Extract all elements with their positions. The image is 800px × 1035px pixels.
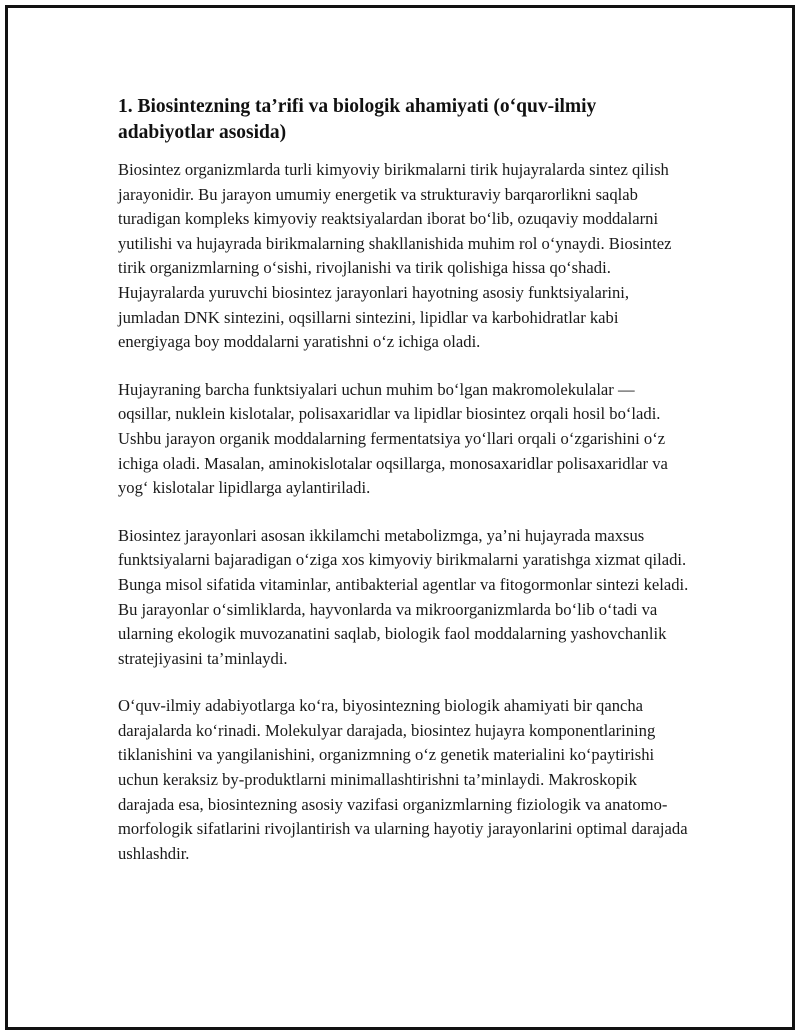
paragraph-3: Biosintez jarayonlari asosan ikkilamchi metabolizmga, ya’ni hujayrada maxsus funktsiyalarni bajaradigan o‘ziga xos kimyoviy birikmalarni yaratishga xizmat qiladi. Bunga misol sifatida vitaminlar, antibakterial agentlar va fitogormonlar sintezi keladi. Bu jarayonlar o‘simliklarda, hayvonlarda va mikroorganizmlarda bo‘lib o‘tadi va ularning ekologik muvozanatini saqlab, biologik faol moddalarning yashovchanlik stratejiyasini ta’minlaydi. xyxy=(118,525,689,668)
section-heading: 1. Biosintezning ta’rifi va biologik ahamiyati (o‘quv-ilmiy adabiyotlar asosida) xyxy=(118,96,597,143)
paragraph-4: O‘quv-ilmiy adabiyotlarga ko‘ra, biyosintezning biologik ahamiyati bir qancha darajalarda ko‘rinadi. Molekulyar darajada, biosintez hujayra komponentlarining tiklanishini va yangilanishini, organizmning o‘z genetik materialini ko‘paytirishi uchun keraksiz by-produktlarni minimallashtirishni ta’minlaydi. Makroskopik darajada esa, biosintezning asosiy vazifasi organizmlarning fiziologik va anatomo-morfologik sifatlarini rivojlantirish va ularning hayotiy jarayonlarini optimal darajada ushlashdir. xyxy=(118,696,688,863)
document-body xyxy=(118,94,690,889)
paragraph-1: Biosintez organizmlarda turli kimyoviy birikmalarni tirik hujayralarda sintez qilish jarayonidir. Bu jarayon umumiy energetik va strukturaviy barqarorlikni saqlab turadigan kompleks kimyoviy reaktsiyalardan iborat bo‘lib, ozuqaviy moddalarni yutilishi va hujayrada birikmalarning shakllanishida muhim rol o‘ynaydi. Biosintez tirik organizmlarning o‘sishi, rivojlanishi va tirik qolishiga hissa qo‘shadi. Hujayralarda yuruvchi biosintez jarayonlari hayotning asosiy funktsiyalarini, jumladan DNK sintezini, oqsillarni sintezini, lipidlar va karbohidratlar kabi energiyaga boy moddalarni yaratishni o‘z ichiga oladi. xyxy=(118,160,672,352)
paragraph-2: Hujayraning barcha funktsiyalari uchun muhim bo‘lgan makromolekulalar — oqsillar, nuklein kislotalar, polisaxaridlar va lipidlar biosintez orqali hosil bo‘ladi. Ushbu jarayon organik moddalarning fermentatsiya yo‘llari orqali o‘zgarishini o‘z ichiga oladi. Masalan, aminokislotalar oqsillarga, monosaxaridlar polisaxaridlar va yog‘ kislotalar lipidlarga aylantiriladi. xyxy=(118,379,668,498)
